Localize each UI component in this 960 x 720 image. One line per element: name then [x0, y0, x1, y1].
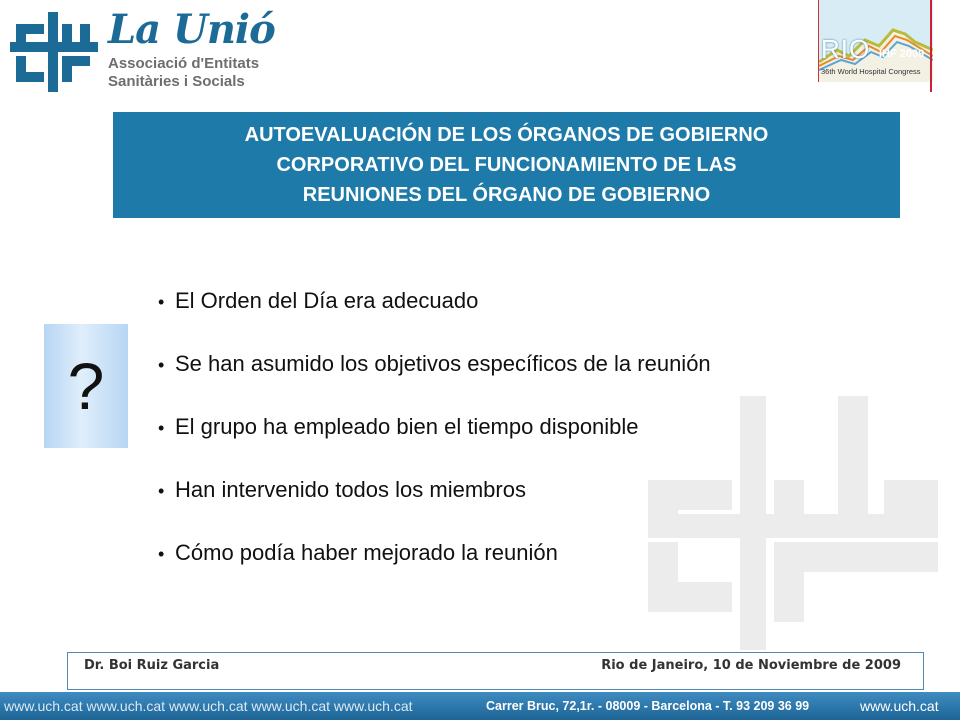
bullet-dot-icon: • — [158, 481, 165, 501]
congress-logo — [818, 0, 933, 82]
la-unio-logo — [8, 6, 275, 96]
bullet-item — [158, 475, 711, 538]
bullet-label: Cómo podía haber mejorado la reunión — [175, 540, 558, 565]
bullet-item — [158, 349, 711, 412]
banner-line-2: CORPORATIVO DEL FUNCIONAMIENTO DE LAS — [276, 154, 737, 176]
bullet-item — [158, 538, 711, 601]
question-mark: ? — [67, 349, 105, 423]
title-banner — [113, 112, 900, 218]
footer-author: Dr. Boi Ruiz Garcia — [84, 658, 220, 673]
bullet-dot-icon: • — [158, 544, 165, 564]
bullet-dot-icon: • — [158, 355, 165, 375]
footer-place-date: Rio de Janeiro, 10 de Noviembre de 2009 — [601, 658, 901, 673]
accent-divider — [930, 0, 932, 92]
strip-address: Carrer Bruc, 72,1r. - 08009 - Barcelona - T. 93 209 36 99 — [486, 699, 810, 713]
congress-subtitle: 36th World Hospital Congress — [821, 67, 921, 76]
banner-line-1: AUTOEVALUACIÓN DE LOS ÓRGANOS DE GOBIERNO — [244, 124, 769, 146]
bullet-label: El grupo ha empleado bien el tiempo disponible — [175, 414, 639, 439]
bullet-label: Se han asumido los objetivos específicos de la reunión — [175, 351, 711, 376]
congress-ihf-text: IHF 2009 — [879, 48, 925, 60]
bullet-dot-icon: • — [158, 418, 165, 438]
bottom-strip — [0, 692, 960, 720]
banner-line-3: REUNIONES DEL ÓRGANO DE GOBIERNO — [302, 184, 711, 206]
bullet-item — [158, 412, 711, 475]
bullet-label: Han intervenido todos los miembros — [175, 477, 526, 502]
strip-urls: www.uch.cat www.uch.cat www.uch.cat www.uch.cat www.uch.cat — [4, 698, 413, 714]
question-box — [44, 324, 128, 448]
bullet-dot-icon: • — [158, 292, 165, 312]
bullet-list — [158, 286, 711, 601]
logo-title: La Unió — [108, 6, 275, 53]
uch-cross-logo-icon — [10, 12, 98, 92]
congress-rio-text: RIO — [821, 34, 871, 64]
logo-subtitle-line1: Associació d'Entitats — [108, 55, 260, 72]
bullet-item — [158, 286, 711, 349]
strip-url-right: www.uch.cat — [860, 698, 939, 714]
footer-box — [67, 652, 924, 690]
logo-subtitle-line2: Sanitàries i Socials — [108, 73, 245, 90]
bullet-label: El Orden del Día era adecuado — [175, 288, 479, 313]
